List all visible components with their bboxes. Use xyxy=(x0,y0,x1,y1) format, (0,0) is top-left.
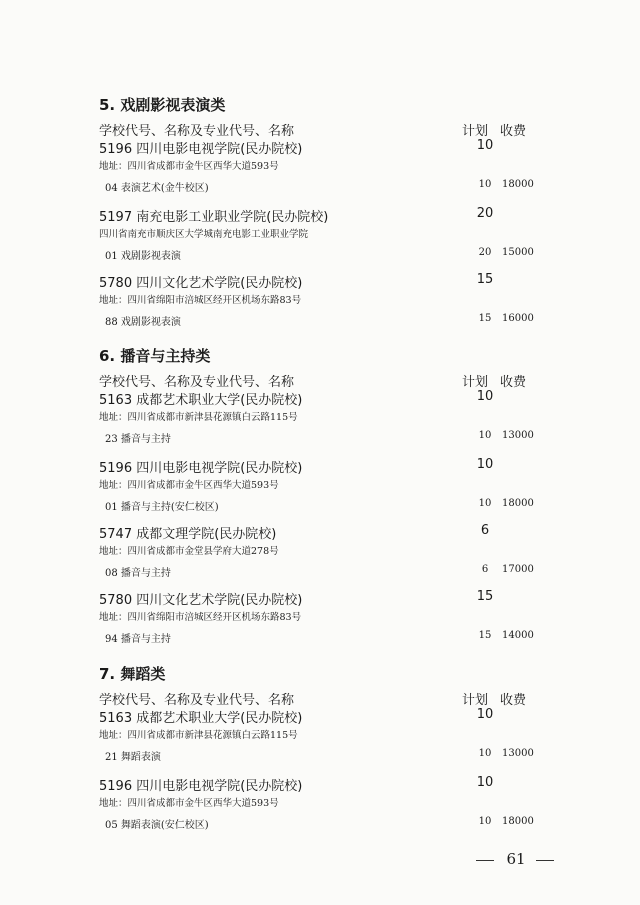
school-name: 5780 四川文化艺术学院(民办院校) xyxy=(99,276,303,291)
major-plan: 20 xyxy=(478,247,492,258)
major-fee: 18000 xyxy=(502,498,534,509)
school-name: 5747 成都文理学院(民办院校) xyxy=(99,527,277,542)
school-address: 地址：四川省成都市新津县花源镇白云路115号 xyxy=(99,730,298,741)
school-name: 5163 成都艺术职业大学(民办院校) xyxy=(99,393,303,408)
school-entry xyxy=(0,775,640,839)
major-name: 08 播音与主持 xyxy=(105,568,171,579)
school-entry xyxy=(0,138,640,202)
school-plan: 15 xyxy=(476,272,494,287)
school-plan: 10 xyxy=(476,707,494,722)
left-dash xyxy=(476,860,494,861)
column-header-fee: 收费 xyxy=(500,124,527,139)
column-header-plan: 计划 xyxy=(462,375,489,390)
major-plan: 15 xyxy=(478,313,492,324)
major-name: 04 表演艺术(金牛校区) xyxy=(105,183,209,194)
school-plan: 10 xyxy=(476,389,494,404)
major-name: 01 戏剧影视表演 xyxy=(105,251,181,262)
right-dash xyxy=(536,860,554,861)
major-fee: 13000 xyxy=(502,430,534,441)
major-fee: 15000 xyxy=(502,247,534,258)
school-plan: 10 xyxy=(476,138,494,153)
major-plan: 10 xyxy=(478,748,492,759)
major-name: 94 播音与主持 xyxy=(105,634,171,645)
column-header-school: 学校代号、名称及专业代号、名称 xyxy=(99,375,295,390)
school-address: 地址：四川省成都市金牛区西华大道593号 xyxy=(99,798,279,809)
school-name: 5163 成都艺术职业大学(民办院校) xyxy=(99,711,303,726)
school-address: 地址：四川省绵阳市涪城区经开区机场东路83号 xyxy=(99,295,302,306)
major-fee: 18000 xyxy=(502,179,534,190)
school-address: 地址：四川省成都市新津县花源镇白云路115号 xyxy=(99,412,298,423)
school-name: 5196 四川电影电视学院(民办院校) xyxy=(99,779,303,794)
major-plan: 10 xyxy=(478,498,492,509)
school-name: 5196 四川电影电视学院(民办院校) xyxy=(99,142,303,157)
school-entry xyxy=(0,206,640,270)
school-name: 5196 四川电影电视学院(民办院校) xyxy=(99,461,303,476)
school-entry xyxy=(0,589,640,653)
school-name: 5780 四川文化艺术学院(民办院校) xyxy=(99,593,303,608)
school-address: 地址：四川省成都市金牛区西华大道593号 xyxy=(99,480,279,491)
major-fee: 13000 xyxy=(502,748,534,759)
column-header-school: 学校代号、名称及专业代号、名称 xyxy=(99,124,295,139)
major-name: 88 戏剧影视表演 xyxy=(105,317,181,328)
column-header-plan: 计划 xyxy=(462,124,489,139)
school-plan: 10 xyxy=(476,775,494,790)
section-title: 5. 戏剧影视表演类 xyxy=(99,96,226,114)
column-header-plan: 计划 xyxy=(462,693,489,708)
major-fee: 18000 xyxy=(502,816,534,827)
major-fee: 17000 xyxy=(502,564,534,575)
major-plan: 6 xyxy=(481,564,489,575)
major-fee: 16000 xyxy=(502,313,534,324)
major-name: 05 舞蹈表演(安仁校区) xyxy=(105,820,209,831)
column-header-fee: 收费 xyxy=(500,693,527,708)
section-title: 7. 舞蹈类 xyxy=(99,665,166,683)
school-plan: 10 xyxy=(476,457,494,472)
major-fee: 14000 xyxy=(502,630,534,641)
school-entry xyxy=(0,389,640,453)
school-address: 地址：四川省绵阳市涪城区经开区机场东路83号 xyxy=(99,612,302,623)
school-address: 地址：四川省成都市金牛区西华大道593号 xyxy=(99,161,279,172)
school-address: 四川省南充市顺庆区大学城南充电影工业职业学院 xyxy=(99,229,309,240)
major-plan: 15 xyxy=(478,630,492,641)
major-name: 01 播音与主持(安仁校区) xyxy=(105,502,219,513)
school-name: 5197 南充电影工业职业学院(民办院校) xyxy=(99,210,329,225)
school-entry xyxy=(0,457,640,521)
major-plan: 10 xyxy=(478,430,492,441)
school-entry xyxy=(0,707,640,771)
school-plan: 15 xyxy=(476,589,494,604)
page-number: 61 xyxy=(506,850,526,868)
school-plan: 6 xyxy=(480,523,490,538)
school-address: 地址：四川省成都市金堂县学府大道278号 xyxy=(99,546,279,557)
major-plan: 10 xyxy=(478,816,492,827)
major-name: 21 舞蹈表演 xyxy=(105,752,161,763)
school-entry xyxy=(0,523,640,587)
major-name: 23 播音与主持 xyxy=(105,434,171,445)
column-header-fee: 收费 xyxy=(500,375,527,390)
section-title: 6. 播音与主持类 xyxy=(99,347,211,365)
page-number-footer xyxy=(476,850,556,870)
school-plan: 20 xyxy=(476,206,494,221)
school-entry xyxy=(0,272,640,336)
column-header-school: 学校代号、名称及专业代号、名称 xyxy=(99,693,295,708)
major-plan: 10 xyxy=(478,179,492,190)
